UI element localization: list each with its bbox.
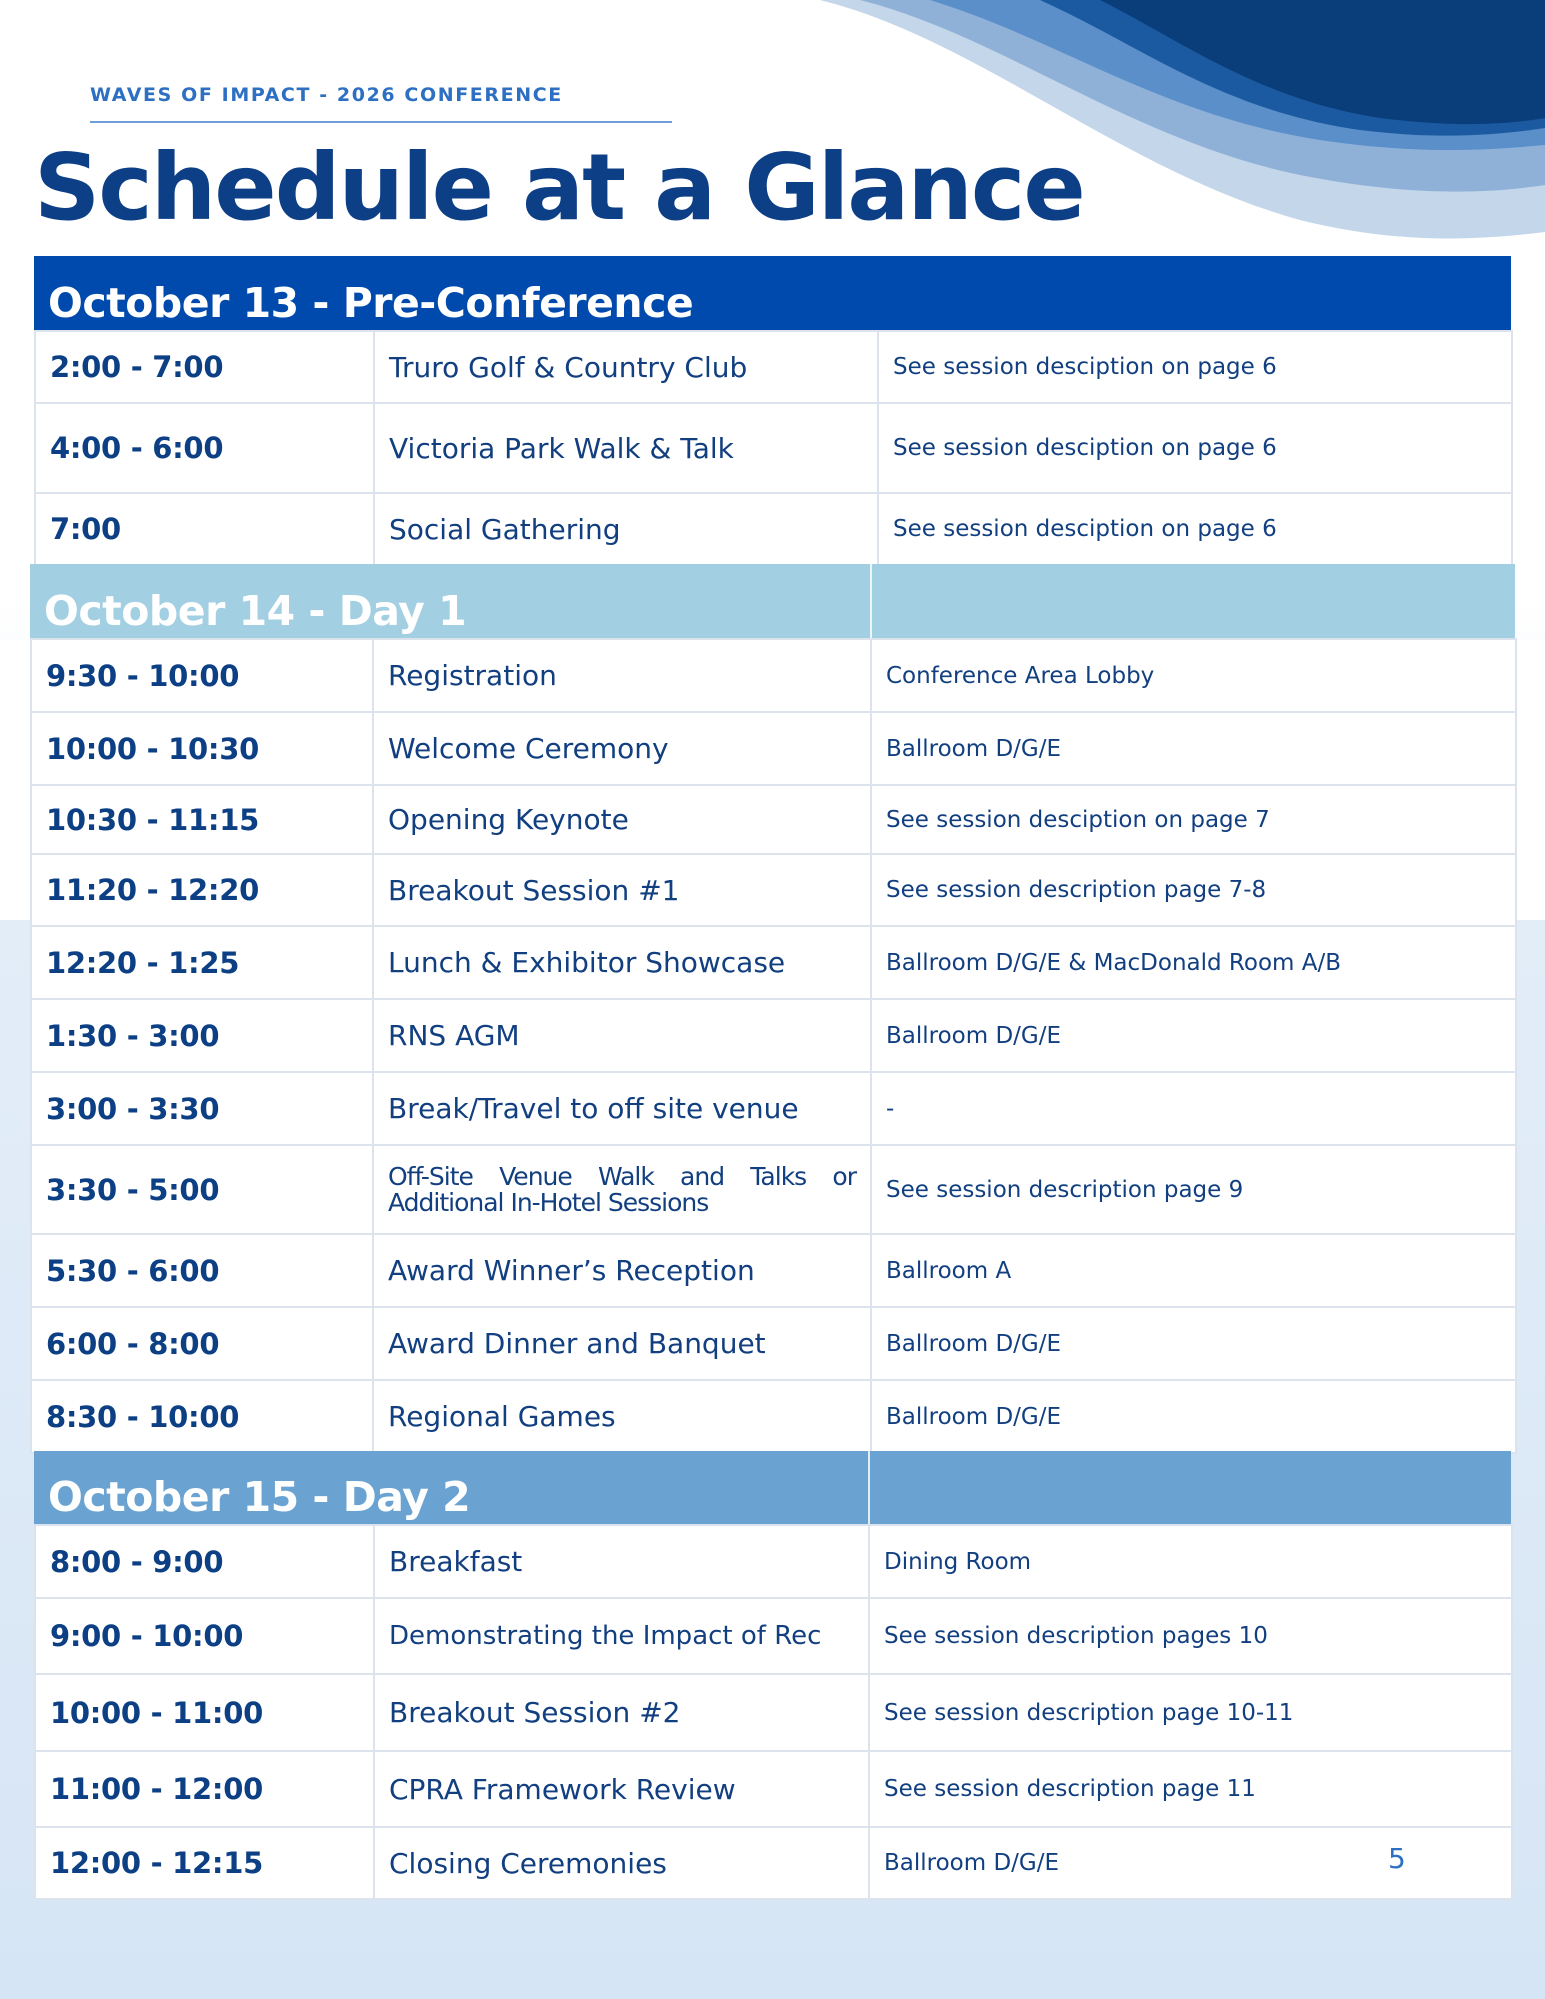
section-day-1 <box>30 564 1515 1454</box>
event-cell: Victoria Park Walk & Talk <box>374 403 878 493</box>
table-row <box>35 331 1512 403</box>
table-row <box>31 639 1516 712</box>
table-row <box>31 1072 1516 1145</box>
time-cell: 10:00 - 10:30 <box>31 712 373 785</box>
time-cell: 7:00 <box>35 493 374 565</box>
table-row <box>35 403 1512 493</box>
time-cell: 2:00 - 7:00 <box>35 331 374 403</box>
location-cell: - <box>871 1072 1516 1145</box>
event-cell: Welcome Ceremony <box>373 712 871 785</box>
location-cell: See session desciption on page 6 <box>878 493 1512 565</box>
time-cell: 12:20 - 1:25 <box>31 926 373 999</box>
table-row <box>31 1307 1516 1380</box>
time-cell: 5:30 - 6:00 <box>31 1234 373 1307</box>
time-cell: 10:00 - 11:00 <box>35 1674 374 1751</box>
time-cell: 10:30 - 11:15 <box>31 785 373 854</box>
time-cell: 3:30 - 5:00 <box>31 1145 373 1234</box>
location-cell: Ballroom A <box>871 1234 1516 1307</box>
table-row <box>35 493 1512 565</box>
event-cell: Award Winner’s Reception <box>373 1234 871 1307</box>
location-cell: Ballroom D/G/E <box>871 712 1516 785</box>
page-number: 5 <box>1388 1842 1406 1875</box>
location-cell: See session description page 11 <box>869 1751 1512 1827</box>
event-cell: CPRA Framework Review <box>374 1751 869 1827</box>
time-cell: 8:30 - 10:00 <box>31 1380 373 1453</box>
table-row <box>35 1525 1512 1598</box>
event-cell: Closing Ceremonies <box>374 1827 869 1899</box>
time-cell: 1:30 - 3:00 <box>31 999 373 1072</box>
event-cell: Lunch & Exhibitor Showcase <box>373 926 871 999</box>
page-title: Schedule at a Glance <box>34 134 1084 241</box>
event-cell: Regional Games <box>373 1380 871 1453</box>
time-cell: 3:00 - 3:30 <box>31 1072 373 1145</box>
section-header <box>30 564 1515 638</box>
location-cell: Ballroom D/G/E & MacDonald Room A/B <box>871 926 1516 999</box>
location-cell: See session description page 9 <box>871 1145 1516 1234</box>
table-row <box>35 1598 1512 1674</box>
section-title: October 13 - Pre-Conference <box>48 279 694 327</box>
eyebrow-underline <box>90 121 672 123</box>
conference-eyebrow: WAVES OF IMPACT - 2026 CONFERENCE <box>90 84 563 106</box>
table-row <box>31 1380 1516 1453</box>
location-cell: Ballroom D/G/E <box>871 1380 1516 1453</box>
location-cell: See session description page 7-8 <box>871 854 1516 926</box>
event-cell: Off-Site Venue Walk and Talks or Additional In-Hotel Sessions <box>373 1145 871 1234</box>
location-cell: Ballroom D/G/E <box>869 1827 1512 1899</box>
table-row <box>31 854 1516 926</box>
location-cell: See session description pages 10 <box>869 1598 1512 1674</box>
event-cell: Break/Travel to off site venue <box>373 1072 871 1145</box>
event-cell: Breakout Session #2 <box>374 1674 869 1751</box>
section-header <box>34 256 1511 330</box>
table-row <box>31 1145 1516 1234</box>
location-cell: See session description page 10-11 <box>869 1674 1512 1751</box>
location-cell: See session desciption on page 6 <box>878 331 1512 403</box>
time-cell: 6:00 - 8:00 <box>31 1307 373 1380</box>
table-row <box>35 1751 1512 1827</box>
section-title: October 15 - Day 2 <box>48 1473 471 1521</box>
location-cell: See session desciption on page 6 <box>878 403 1512 493</box>
time-cell: 8:00 - 9:00 <box>35 1525 374 1598</box>
schedule-table <box>30 638 1517 1454</box>
time-cell: 11:20 - 12:20 <box>31 854 373 926</box>
event-cell: Award Dinner and Banquet <box>373 1307 871 1380</box>
table-row <box>31 999 1516 1072</box>
event-cell: Truro Golf & Country Club <box>374 331 878 403</box>
table-row <box>31 712 1516 785</box>
table-row <box>31 785 1516 854</box>
header-divider <box>868 1451 870 1524</box>
event-cell: RNS AGM <box>373 999 871 1072</box>
table-row <box>35 1674 1512 1751</box>
header-divider <box>870 564 872 638</box>
location-cell: Ballroom D/G/E <box>871 1307 1516 1380</box>
table-row <box>31 1234 1516 1307</box>
table-row <box>35 1827 1512 1899</box>
schedule-table <box>34 1524 1513 1900</box>
event-cell: Registration <box>373 639 871 712</box>
section-header <box>34 1451 1511 1524</box>
location-cell: Conference Area Lobby <box>871 639 1516 712</box>
event-cell: Opening Keynote <box>373 785 871 854</box>
event-cell: Breakfast <box>374 1525 869 1598</box>
event-cell: Social Gathering <box>374 493 878 565</box>
time-cell: 11:00 - 12:00 <box>35 1751 374 1827</box>
event-cell: Breakout Session #1 <box>373 854 871 926</box>
location-cell: Ballroom D/G/E <box>871 999 1516 1072</box>
schedule-table <box>34 330 1513 566</box>
section-pre-conference <box>34 256 1511 566</box>
time-cell: 9:00 - 10:00 <box>35 1598 374 1674</box>
time-cell: 4:00 - 6:00 <box>35 403 374 493</box>
location-cell: Dining Room <box>869 1525 1512 1598</box>
section-day-2 <box>34 1451 1511 1900</box>
time-cell: 9:30 - 10:00 <box>31 639 373 712</box>
time-cell: 12:00 - 12:15 <box>35 1827 374 1899</box>
location-cell: See session desciption on page 7 <box>871 785 1516 854</box>
event-cell: Demonstrating the Impact of Rec <box>374 1598 869 1674</box>
section-title: October 14 - Day 1 <box>44 587 467 635</box>
table-row <box>31 926 1516 999</box>
